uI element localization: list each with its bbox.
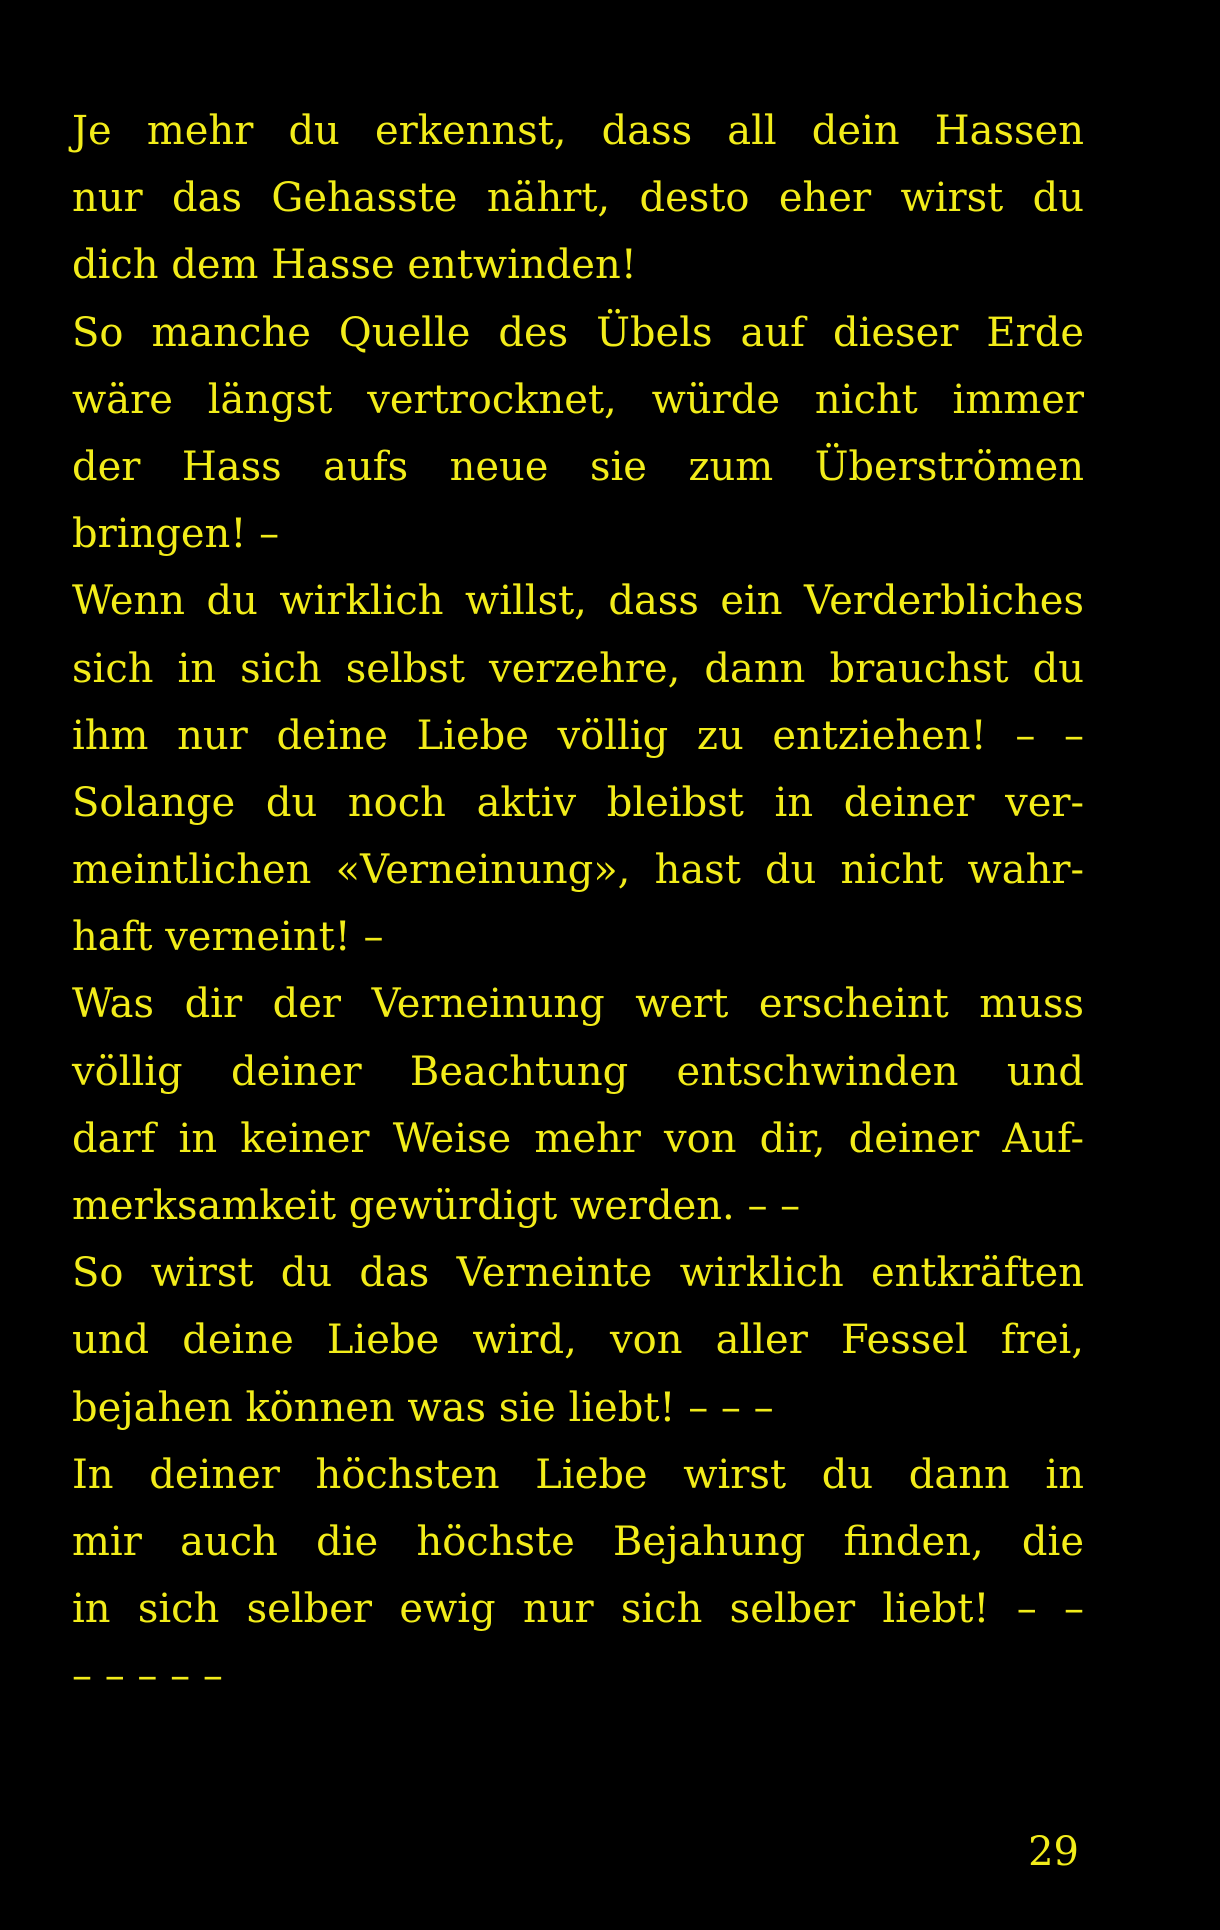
text-line: merksamkeit gewürdigt werden. – –: [72, 1183, 801, 1229]
text-line: ihm nur deine Liebe völlig zu entziehen! – –: [72, 712, 1084, 759]
page-number: 29: [1028, 1829, 1079, 1875]
text-line: In deiner höchsten Liebe wirst du dann in: [72, 1451, 1084, 1498]
body-text: [72, 98, 1084, 1711]
text-line: völlig deiner Beachtung entschwinden und: [72, 1048, 1084, 1095]
text-line: – – – – –: [72, 1653, 223, 1700]
text-line: Wenn du wirklich willst, dass ein Verderbliches: [72, 578, 1084, 625]
text-line: in sich selber ewig nur sich selber liebt! – –: [72, 1586, 1084, 1633]
text-line: bejahen können was sie liebt! – – –: [72, 1384, 774, 1431]
text-line: der Hass aufs neue sie zum Überströmen: [72, 443, 1084, 490]
text-line: So manche Quelle des Übels auf dieser Erde: [72, 309, 1084, 356]
text-line: meintlichen «Verneinung», hast du nicht wahr-: [72, 847, 1084, 894]
text-line: Solange du noch aktiv bleibst in deiner ver-: [72, 779, 1084, 826]
text-line: sich in sich selbst verzehre, dann brauchst du: [72, 645, 1084, 692]
text-line: bringen! –: [72, 511, 280, 558]
text-line: Was dir der Verneinung wert erscheint muss: [72, 981, 1084, 1028]
text-line: darf in keiner Weise mehr von dir, deiner Auf-: [72, 1115, 1084, 1162]
text-line: haft verneint! –: [72, 914, 384, 961]
text-line: nur das Gehasste nährt, desto eher wirst du: [72, 175, 1084, 222]
text-line: mir auch die höchste Bejahung finden, die: [72, 1518, 1084, 1565]
text-line: und deine Liebe wird, von aller Fessel frei,: [72, 1317, 1084, 1364]
text-line: Je mehr du erkennst, dass all dein Hassen: [72, 108, 1084, 154]
text-line: So wirst du das Verneinte wirklich entkräften: [72, 1250, 1084, 1297]
text-line: dich dem Hasse entwinden!: [72, 242, 637, 289]
text-line: wäre längst vertrocknet, würde nicht immer: [72, 376, 1084, 423]
